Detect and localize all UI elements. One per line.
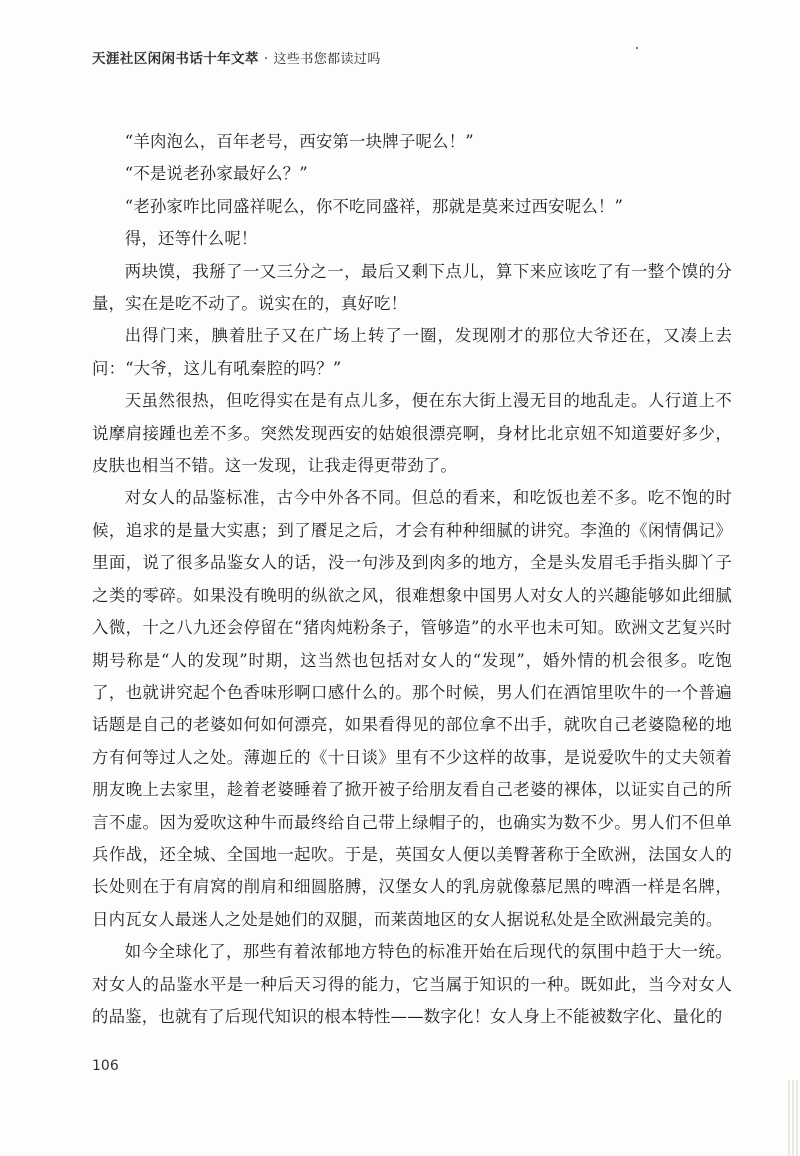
book-title: 天涯社区闲闲书话十年文萃 xyxy=(92,51,259,67)
paragraph: “羊肉泡么，百年老号，西安第一块牌子呢么！” xyxy=(124,132,474,151)
paragraph: 如今全球化了，那些有着浓郁地方特色的标准开始在后现代的氛围中趋于大一统。对女人的品鉴水平是一种后天习得的能力，它当属于知识的一种。既如此，当今对女人的品鉴，也就有了后现代知识的根本特性——数字化！女人身上不能被数字化、量化的 xyxy=(92,942,732,1026)
section-title: 这些书您都读过吗 xyxy=(273,52,381,67)
paragraph: 天虽然很热，但吃得实在是有点儿多，便在东大街上漫无目的地乱走。人行道上不说摩肩接踵也差不多。突然发现西安的姑娘很漂亮啊，身材比北京妞不知道要好多少，皮肤也相当不错。这一发现，让我走得更带劲了。 xyxy=(92,391,732,476)
scan-speck xyxy=(636,47,638,49)
page-number: 106 xyxy=(92,1058,119,1074)
paragraph: 得，还等什么呢！ xyxy=(124,229,258,249)
scan-edge-artifact xyxy=(788,1080,800,1156)
paragraph: 两块馍，我掰了一又三分之一，最后又剩下点儿，算下来应该吃了有一整个馍的分量，实在是吃不动了。说实在的，真好吃！ xyxy=(92,261,732,314)
body-text xyxy=(92,126,732,1033)
paragraph: “不是说老孙家最好么？” xyxy=(124,164,308,184)
paragraph: “老孙家咋比同盛祥呢么，你不吃同盛祥，那就是莫来过西安呢么！” xyxy=(124,196,624,216)
header-separator: · xyxy=(263,51,269,67)
running-header xyxy=(92,47,381,67)
paragraph: 出得门来，腆着肚子又在广场上转了一圈，发现刚才的那位大爷还在，又凑上去问：“大爷，这儿有吼秦腔的吗？” xyxy=(92,326,732,378)
paragraph: 对女人的品鉴标准，古今中外各不同。但总的看来，和吃饭也差不多。吃不饱的时候，追求的是量大实惠；到了餍足之后，才会有种种细腻的讲究。李渔的《闲情偶记》里面，说了很多品鉴女人的话，没一句涉及到肉多的地方，全是头发眉毛手指头脚丫子之类的零碎。如果没有晚明的纵欲之风，很难想象中国男人对女人的兴趣能够如此细腻入微，十之八九还会停留在“猪肉炖粉条子，管够造”的水平也未可知。欧洲文艺复兴时期号称是“人的发现”时期，这当然也包括对女人的“发现”，婚外情的机会很多。吃饱了，也就讲究起个色香味形啊口感什么的。那个时候，男人们在酒馆里吹牛的一个普遍话题是自己的老婆如何如何漂亮，如果看得见的部位拿不出手，就吹自己老婆隐秘的地方有何等过人之处。薄迦丘的《十日谈》里有不少这样的故事，是说爱吹牛的丈夫领着朋友晚上去家里，趁着老婆睡着了掀开被子给朋友看自己老婆的裸体，以证实自己的所言不虚。因为爱吹这种牛而最终给自己带上绿帽子的，也确实为数不少。男人们不但单兵作战，还全城、全国地一起吹。于是，英国女人便以美臀著称于全欧洲，法国女人的长处则在于有肩窝的削肩和细圆胳膊，汉堡女人的乳房就像慕尼黑的啤酒一样是名牌，日内瓦女人最迷人之处是她们的双腿，而莱茵地区的女人据说私处是全欧洲最完美的。 xyxy=(92,488,732,929)
